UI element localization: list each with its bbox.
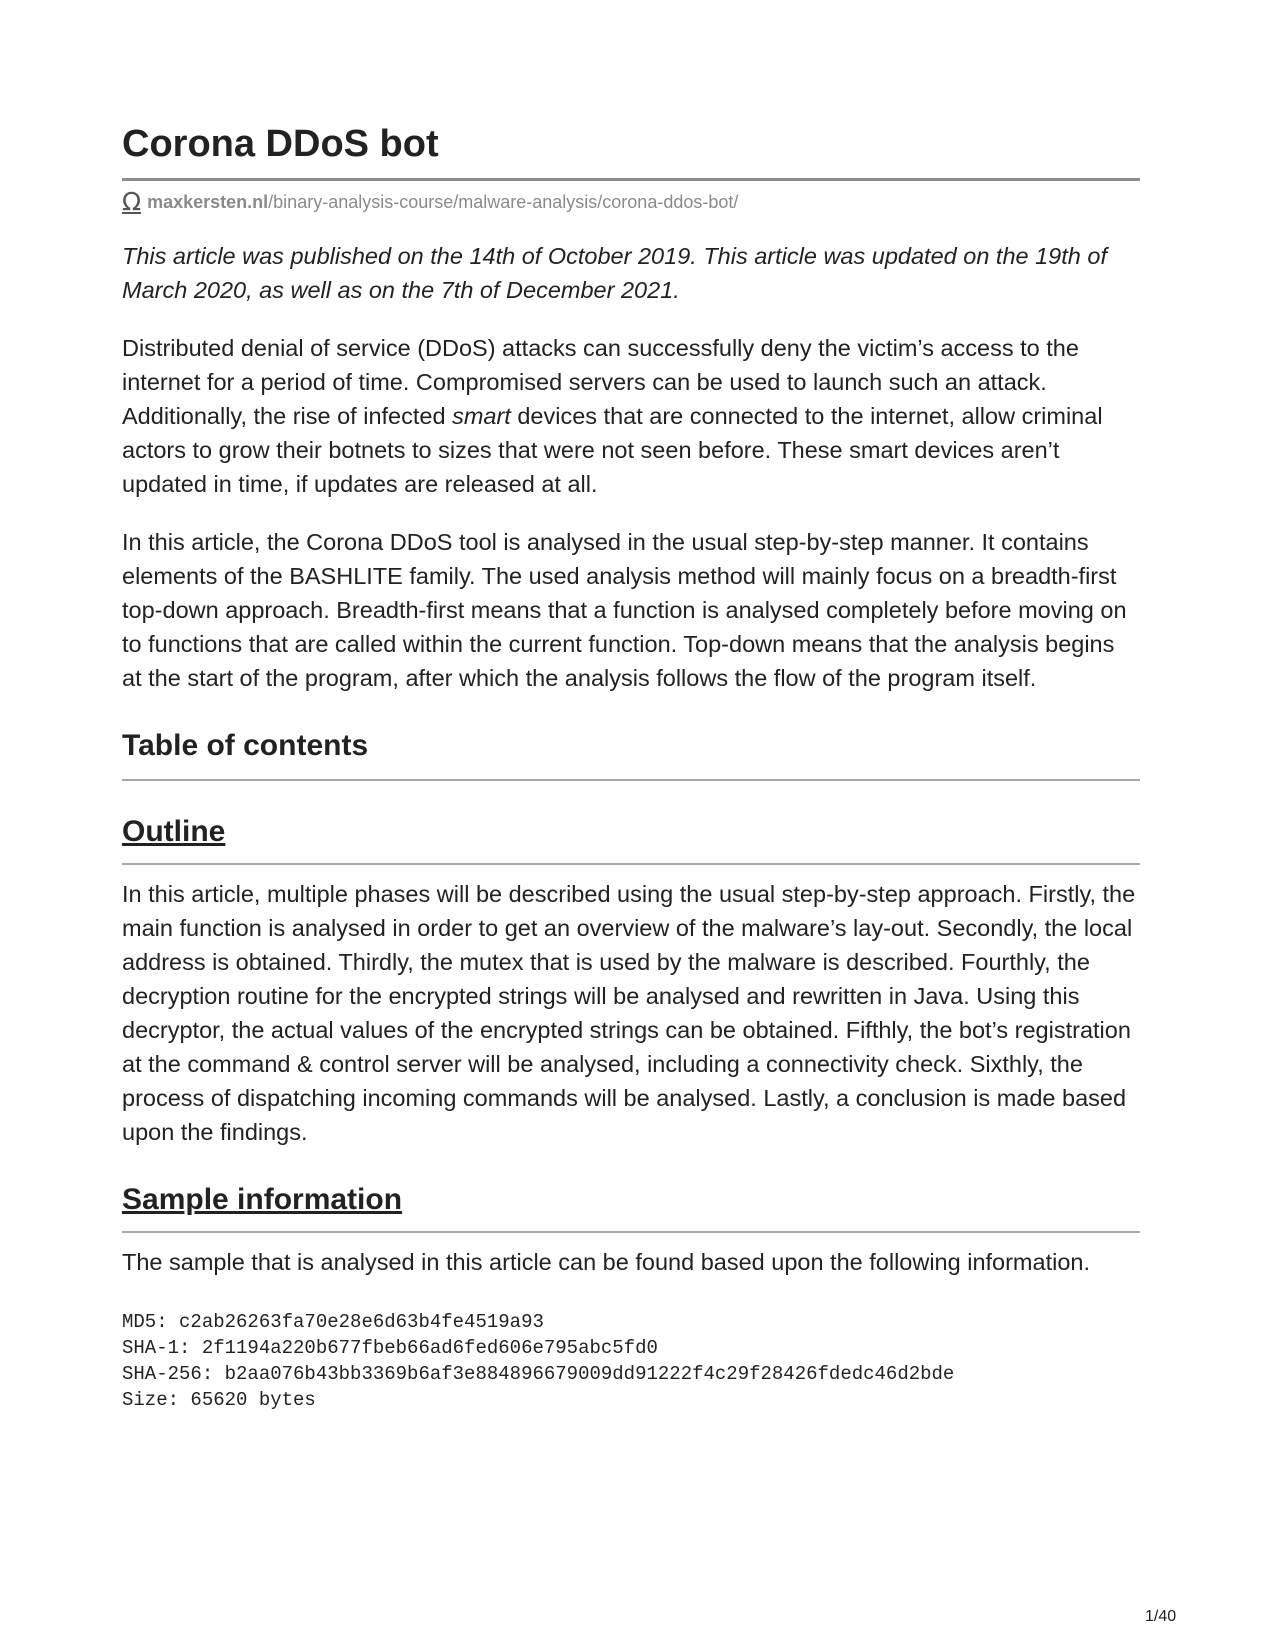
source-path[interactable]: /binary-analysis-course/malware-analysis/corona-ddos-bot/ xyxy=(268,192,739,212)
sample-paragraph: The sample that is analysed in this article can be found based upon the following information. xyxy=(122,1249,1090,1275)
intro-emphasis: smart xyxy=(452,403,511,429)
hash-md5: MD5: c2ab26263fa70e28e6d63b4fe4519a93 xyxy=(122,1311,544,1333)
sample-heading xyxy=(122,1179,1140,1233)
toc-heading: Table of contents xyxy=(122,725,1140,781)
sample-link[interactable]: Sample information xyxy=(122,1183,403,1216)
source-url[interactable] xyxy=(122,189,1140,215)
intro-text-a: Distributed denial of service (DDoS) attacks can successfully deny the victim’s access to the internet for a period of time. Compromised servers can be used to launch such an attack. Additionally, the rise of infected xyxy=(122,335,1079,429)
article xyxy=(122,120,1140,1413)
hash-sha256: SHA-256: b2aa076b43bb3369b6af3e884896679009dd91222f4c29f28426fdedc46d2bde xyxy=(122,1363,955,1385)
page-number: 1/40 xyxy=(1145,1608,1177,1625)
outline-link[interactable]: Outline xyxy=(122,815,226,848)
intro-paragraph-1 xyxy=(122,331,1140,501)
sample-size: Size: 65620 bytes xyxy=(122,1389,316,1411)
sample-hashes xyxy=(122,1309,1140,1413)
outline-paragraph: In this article, multiple phases will be described using the usual step-by-step approach. Firstly, the main function is analysed in order to get an overview of the malware’s lay-out. Secondly, the local address is obtained. Thirdly, the mutex that is used by the malware is described. Fourthly, the decryption routine for the encrypted strings will be analysed and rewritten in Java. Using this decryptor, the actual values of the encrypted strings can be obtained. Fifthly, the bot’s registration at the command & control server will be analysed, including a connectivity check. Sixthly, the process of dispatching incoming commands will be analysed. Lastly, a conclusion is made based upon the findings. xyxy=(122,881,1136,1145)
page-title: Corona DDoS bot xyxy=(122,120,1140,181)
outline-heading xyxy=(122,811,1140,865)
omega-icon: Ω xyxy=(122,187,142,216)
hash-sha1: SHA-1: 2f1194a220b677fbeb66ad6fed606e795abc5fd0 xyxy=(122,1337,658,1359)
publication-note: This article was published on the 14th of October 2019. This article was updated on the 19th of March 2020, as well as on the 7th of December 2021. xyxy=(122,243,1107,303)
intro-paragraph-2: In this article, the Corona DDoS tool is analysed in the usual step-by-step manner. It contains elements of the BASHLITE family. The used analysis method will mainly focus on a breadth-first top-down approach. Breadth-first means that a function is analysed completely before moving on to functions that are called within the current function. Top-down means that the analysis begins at the start of the program, after which the analysis follows the flow of the program itself. xyxy=(122,529,1127,691)
source-host[interactable]: maxkersten.nl xyxy=(147,192,269,212)
intro-text-b: devices that are connected to the internet, allow criminal actors to grow their botnets to sizes that were not seen before. These smart devices aren’t updated in time, if updates are released at all. xyxy=(122,403,1103,497)
